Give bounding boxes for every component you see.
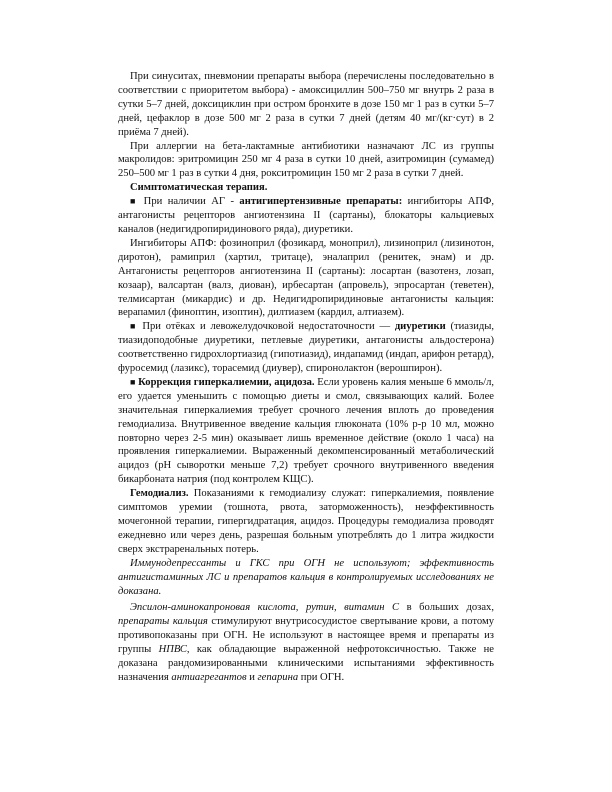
paragraph-antihypertensive: ■ При наличии АГ - антигипертензивные препараты: ингибиторы АПФ, антагонисты рецепторов ангиотензина II (сартаны), блокаторы кальциевых каналов (недигидропиридинового ряда), диуретики. (118, 196, 495, 235)
paragraph-immunosuppressants: Иммунодепрессанты и ГКС при ОГН не используют; эффективность антигистаминных ЛС и препаратов кальция в контролируемых исследованиях не доказана. (118, 557, 494, 597)
bullet-square-icon: ■ (130, 196, 139, 207)
paragraph-ace-inhibitors: Ингибиторы АПФ: фозиноприл (фозикард, моноприл), лизиноприл (лизинотон, диротон), рамиприл (хартил, тритаце), эналаприл (ренитек, энам) и др. Антагонисты рецепторов ангиотензина II (сартаны): лосартан (вазотенз, лозап, козаар), валсартан (валз, диован), ирбесартан (апровель), эпросартан (теветен), телмисартан (микардис) и др. Недигидропиридиновые антагонисты кальция: верапамил (финоптин, изоптин), дилтиазем (кардил, алтиазем). (118, 237, 494, 319)
paragraph-allergy: При аллергии на бета-лактамные антибиотики назначают ЛС из группы макролидов: эритромицин 250 мг 4 раза в сутки 10 дней, азитромицин (сумамед) 250–500 мг 1 раз в сутки 4 дня, рокситромицин 150 мг 2 раза в сутки 7 дней. (118, 140, 494, 180)
paragraph-sinusitis: При синуситах, пневмонии препараты выбора (перечислены последовательно в соответствии с приоритетом выбора) - амоксициллин 500–750 мг внутрь 2 раза в сутки 5–7 дней, доксициклин при остром бронхите в дозе 150 мг 1 раз в сутки 5–7 дней, цефаклор в дозе 500 мг 2 раза в сутки 7 дней (детям 40 мг/(кг·сут) в 2 приёма 7 дней). (118, 71, 494, 138)
paragraph-hyperkalemia: ■ Коррекция гиперкалиемии, ацидоза. Если уровень калия меньше 6 ммоль/л, его удается уменьшить с помощью диеты и смол, связывающих калий. Более значительная гиперкалиемия требует срочного лечения вплоть до проведения гемодиализа. Внутривенное введение кальция глюконата (10% р-р 10 мл, можно повторно через 2-5 мин) оказывает лишь временное действие (около 1 часа) на проявления гиперкалиемии. Выраженный декомпенсированный метаболический ацидоз (pH сыворотки меньше 7,2) требует срочного внутривенного введения бикарбоната натрия (под контролем КЩС). (118, 376, 495, 486)
document-page (118, 70, 494, 685)
paragraph-hemodialysis: Гемодиализ. Показаниями к гемодиализу служат: гиперкалиемия, появление симптомов уремии (тошнота, рвота, заторможенность), неэффективность мочегонной терапии, гипергидратация, ацидоз. Процедуры гемодиализа проводят ежедневно или через день, разрешая больным употреблять до 1 литра жидкости сверх экстраренальных потерь. (118, 488, 494, 555)
section-heading: Симптоматическая терапия. (130, 182, 268, 194)
paragraph-diuretics: ■ При отёках и левожелудочковой недостаточности — диуретики (тиазиды, тиазидоподобные диуретики, петлевые диуретики, антагонисты альдостерона) соответственно гидрохлортиазид (гипотиазид), индапамид (индап, арифон ретард), фуросемид (лазикс), торасемид (диувер), спиронолактон (верошпирон). (118, 321, 495, 375)
bullet-square-icon: ■ (130, 321, 138, 332)
bullet-square-icon: ■ (130, 376, 136, 387)
paragraph-contraindications: Эпсилон-аминокапроновая кислота, рутин, витамин С в больших дозах, препараты кальция стимулируют внутрисосудистое свертывание крови, а потому противопоказаны при ОГН. Не используют в настоящее время и препараты из группы НПВС, как обладающие выраженной нефротоксичностью. Также не доказана рандомизированными клиническими испытаниями эффективность назначения антиагрегантов и гепарина при ОГН. (118, 602, 495, 683)
